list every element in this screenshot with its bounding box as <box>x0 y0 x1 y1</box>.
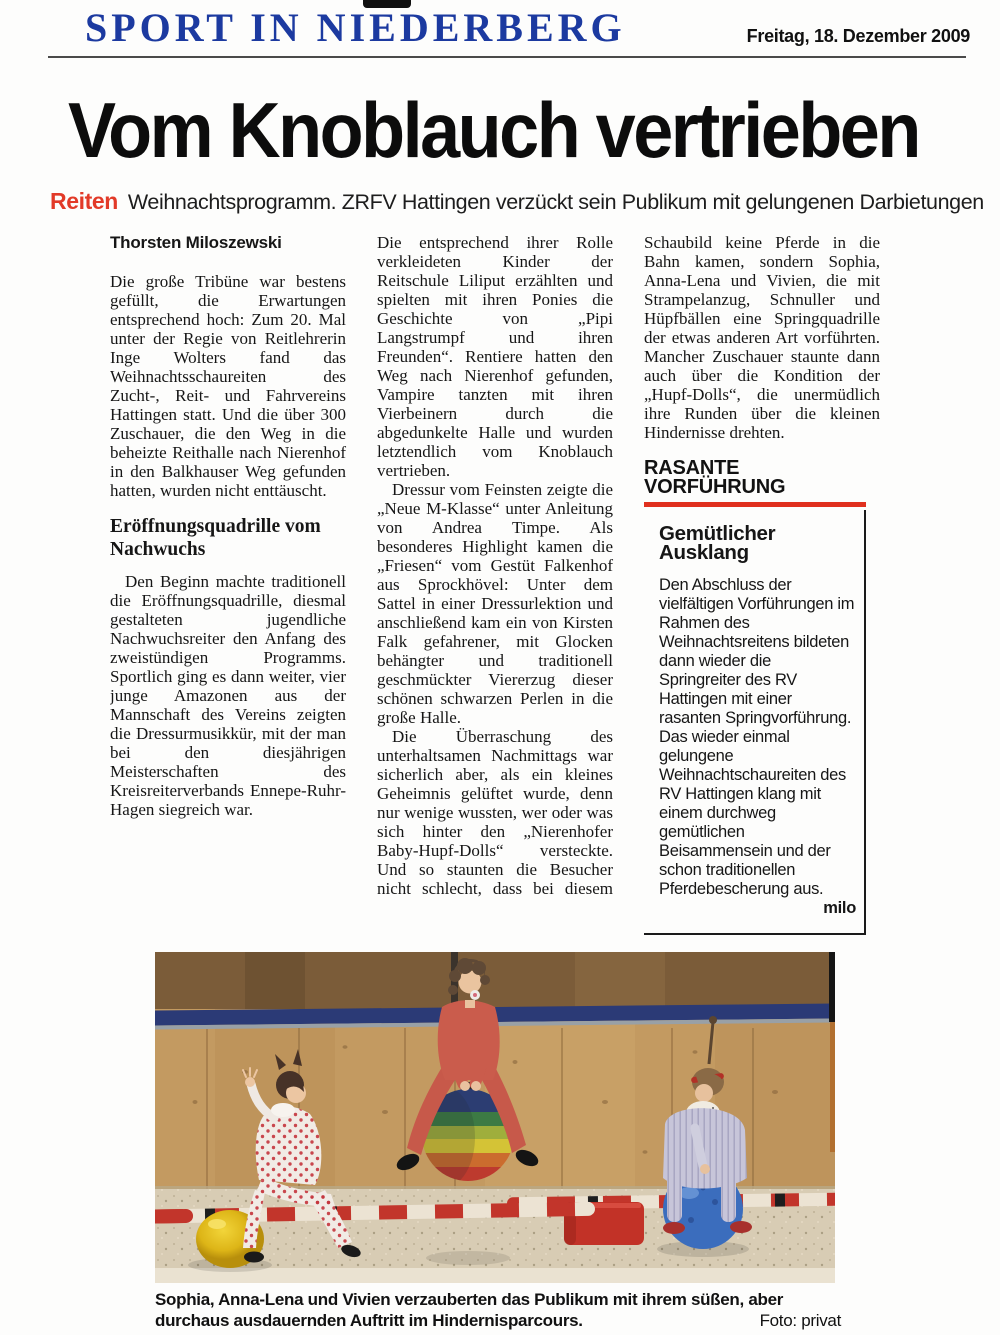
sidebar-box-text <box>659 576 856 917</box>
scan-edge-artifact <box>829 952 835 1022</box>
scan-edge-streak <box>830 1022 835 1152</box>
article-photo <box>155 952 835 1283</box>
article-headline: Vom Knoblauch vertrieben <box>68 88 919 175</box>
sidebar-box-title: Gemütlicher Ausklang <box>659 522 776 564</box>
paragraph: Die Überraschung des unterhaltsamen Nachmittags war sicherlich aber, als ein kleines Geheimnis gelüftet wurde, denn nur wenige wussten, wer oder was sich hinter den „Nierenhofer Baby-Hupf-Dolls“ versteckte. Und so staunten die Besucher nicht schlecht, dass bei diesem <box>377 727 613 898</box>
paragraph: Den Beginn machte traditionell die Eröffnungsquadrille, diesmal gestalteten jugendliche Nachwuchsreiter den Anfang des zweistündigen Programms. Sportlich ging es dann weiter, vier junge Amazonen aus der Mannschaft des Vereins zeigten die Dressurmusikkür, mit der man bei den diesjährigen Meisterschaften des Kreisreiterverbands Ennepe-Ruhr-Hagen siegreich war. <box>110 572 346 819</box>
photo-credit: Foto: privat <box>759 1311 841 1330</box>
author-signature: milo <box>823 899 856 917</box>
paragraph: Dressur vom Feinsten zeigte die „Neue M-Klasse“ unter Anleitung von Andrea Timpe. Als besonderes Highlight kamen die „Friesen“ vom Gestüt Falkenhof aus Sprockhövel: Unter dem Sattel in einer Dressurlektion und anschließend kam ein von Kirsten Falk gefahrener, mit Glocken behängter und traditionell geschmückter Viererzug dieser schönen schwarzen Perlen in die große Halle. <box>377 480 613 727</box>
section-title: SPORT IN NIEDERBERG <box>85 5 626 50</box>
kicker-line <box>50 188 984 215</box>
caption-text: Sophia, Anna-Lena und Vivien verzauberten das Publikum mit ihrem süßen, aber durchaus ausdauernden Auftritt im Hindernisparcours. <box>155 1290 784 1330</box>
photo-caption <box>155 1289 841 1331</box>
sidebar-box-body: Den Abschluss der vielfältigen Vorführungen im Rahmen des Weihnachtsreitens bildeten dann wieder die Springreiter des RV Hattingen mit einer rasanten Springvorführung. Das wieder einmal gelungene Weihnachtschaureiten des RV Hattingen klang mit einem durchweg gemütlichen Beisammensein und der schon traditionellen Pferdebescherung aus. <box>659 576 855 898</box>
crosshead: Eröffnungsquadrille vom Nachwuchs <box>110 516 321 560</box>
column-2 <box>377 233 613 945</box>
byline: Thorsten Miloszewski <box>110 233 282 252</box>
sidebar <box>644 459 880 935</box>
kicker-text: Weihnachtsprogramm. ZRFV Hattingen verzückt sein Publikum mit gelungenen Darbietungen <box>127 190 984 214</box>
paragraph: Schaubild keine Pferde in die Bahn kamen, sondern Sophia, Anna-Lena und Vivien, die mit Strampelanzug, Schnuller und Hüpfbällen eine Springquadrille der etwas anderen Art vorführten. Mancher Zuschauer staunte dann auch über die Kondition der „Hupf-Dolls“, die unermüdlich ihre Runden über die kleinen Hindernisse drehten. <box>644 233 880 442</box>
kicker-label: Reiten <box>50 188 118 214</box>
paragraph: Die entsprechend ihrer Rolle verkleideten Kinder der Reitschule Liliput erzählten und spielten mit ihren Ponies die Geschichte von „Pipi Langstrumpf und ihren Freunden“. Rentiere hatten den Weg nach Nierenhof gefunden, Vampire tanzten mit ihren Vierbeinern durch die abgedunkelte Halle und wurden letztendlich vom Knoblauch vertrieben. <box>377 233 613 480</box>
paragraph: Die große Tribüne war bestens gefüllt, die Erwartungen entsprechend hoch: Zum 20. Mal unter der Regie von Reitlehrerin Inge Wolters fand das Weihnachtsschaureiten des Zucht-, Reit- und Fahrvereins Hattingen statt. Und die über 300 Zuschauer, die den Weg in die beheizte Reithalle nach Nierenhof in den Balkhauser Weg gefunden hatten, wurden nicht enttäuscht. <box>110 272 346 500</box>
article-body <box>110 233 881 945</box>
photo-illustration <box>155 952 835 1283</box>
column-1 <box>110 233 346 945</box>
sidebar-section-label: RASANTE VORFÜHRUNG <box>644 459 866 507</box>
column-3 <box>644 233 880 945</box>
masthead-rule <box>48 56 966 58</box>
issue-date: Freitag, 18. Dezember 2009 <box>746 26 970 46</box>
sidebar-box <box>644 510 866 935</box>
